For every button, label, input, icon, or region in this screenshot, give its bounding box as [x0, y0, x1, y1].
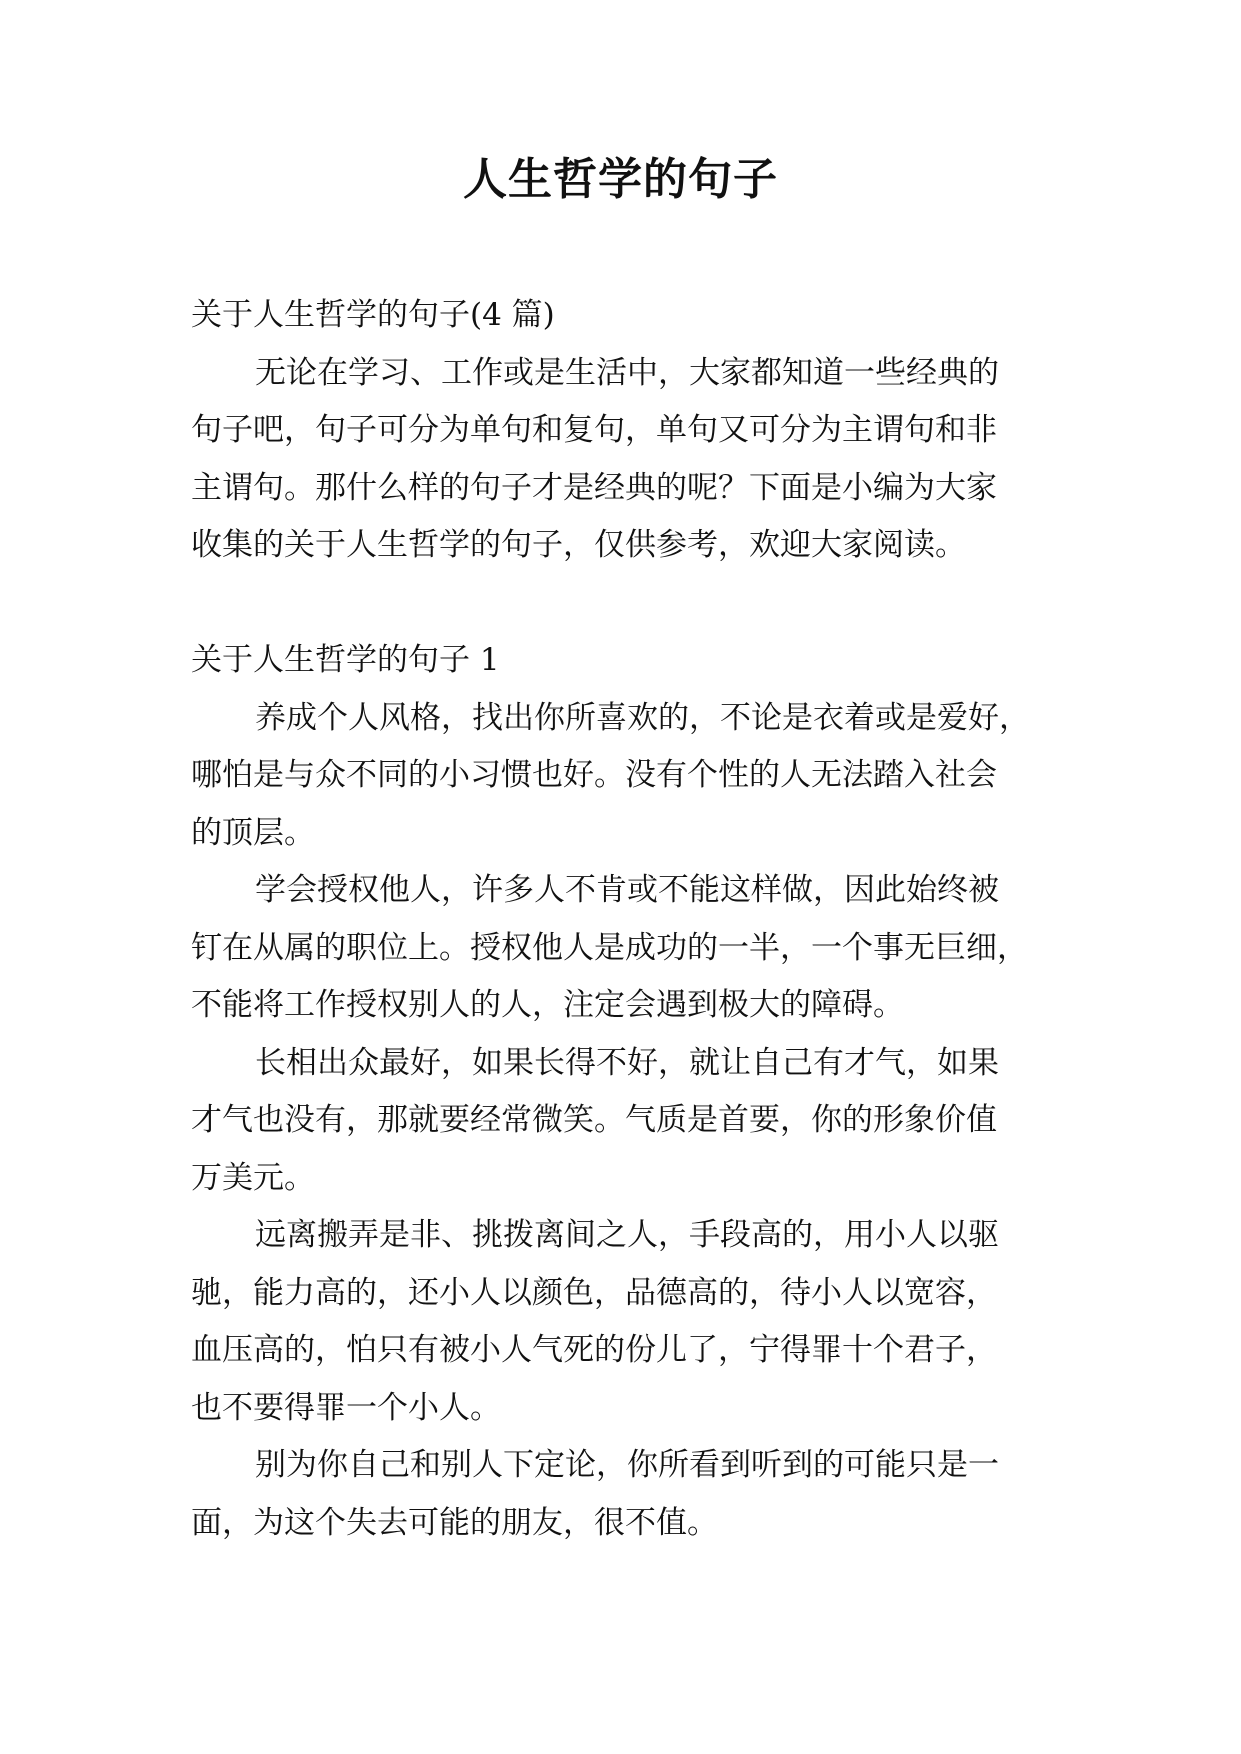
- document-title: 人生哲学的句子: [463, 154, 778, 205]
- paragraph-delegation: [191, 862, 1051, 1035]
- intro-paragraph: [191, 345, 1051, 575]
- paragraph-line: 血压高的，怕只有被小人气死的份儿了，宁得罪十个君子，: [191, 1332, 997, 1368]
- paragraph-line: 的顶层。: [191, 814, 315, 851]
- paragraph-appearance: [191, 1035, 1051, 1208]
- paragraph-line: 主谓句。那什么样的句子才是经典的呢？下面是小编为大家: [191, 469, 997, 506]
- paragraph-line: 面，为这个失去可能的朋友，很不值。: [191, 1504, 718, 1541]
- paragraph-line: 万美元。: [191, 1159, 315, 1196]
- paragraph-line: 哪怕是与众不同的小习惯也好。没有个性的人无法踏入社会: [191, 757, 997, 793]
- paragraph-line: 别为你自己和别人下定论，你所看到听到的可能只是一: [255, 1447, 999, 1483]
- document-body: [191, 287, 1051, 1552]
- paragraph-line: 才气也没有，那就要经常微笑。气质是首要，你的形象价值: [191, 1102, 997, 1138]
- paragraph-line: 无论在学习、工作或是生活中，大家都知道一些经典的: [255, 354, 999, 391]
- paragraph-line: 驰，能力高的，还小人以颜色，品德高的，待小人以宽容，: [191, 1274, 997, 1311]
- paragraph-line: 养成个人风格，找出你所喜欢的，不论是衣着或是爱好，: [255, 699, 1030, 736]
- paragraph-personal-style: [191, 690, 1051, 863]
- paragraph-line: 钉在从属的职位上。授权他人是成功的一半，一个事无巨细，: [191, 929, 1028, 966]
- intro-heading: 关于人生哲学的句子(4 篇): [191, 297, 555, 333]
- paragraph-line: 不能将工作授权别人的人，注定会遇到极大的障碍。: [191, 987, 904, 1023]
- paragraph-petty-people: [191, 1207, 1051, 1437]
- paragraph-line: 也不要得罪一个小人。: [191, 1389, 501, 1426]
- section-heading: 关于人生哲学的句子 1: [191, 642, 500, 678]
- paragraph-line: 收集的关于人生哲学的句子，仅供参考，欢迎大家阅读。: [191, 527, 966, 563]
- paragraph-line: 远离搬弄是非、挑拨离间之人，手段高的，用小人以驱: [255, 1217, 999, 1253]
- paragraph-line: 句子吧，句子可分为单句和复句，单句又可分为主谓句和非: [191, 412, 997, 448]
- paragraph-judgement: [191, 1437, 1051, 1552]
- paragraph-line: 学会授权他人，许多人不肯或不能这样做，因此始终被: [255, 872, 999, 908]
- section-spacer: [191, 575, 1051, 633]
- paragraph-line: 长相出众最好，如果长得不好，就让自己有才气，如果: [255, 1044, 999, 1081]
